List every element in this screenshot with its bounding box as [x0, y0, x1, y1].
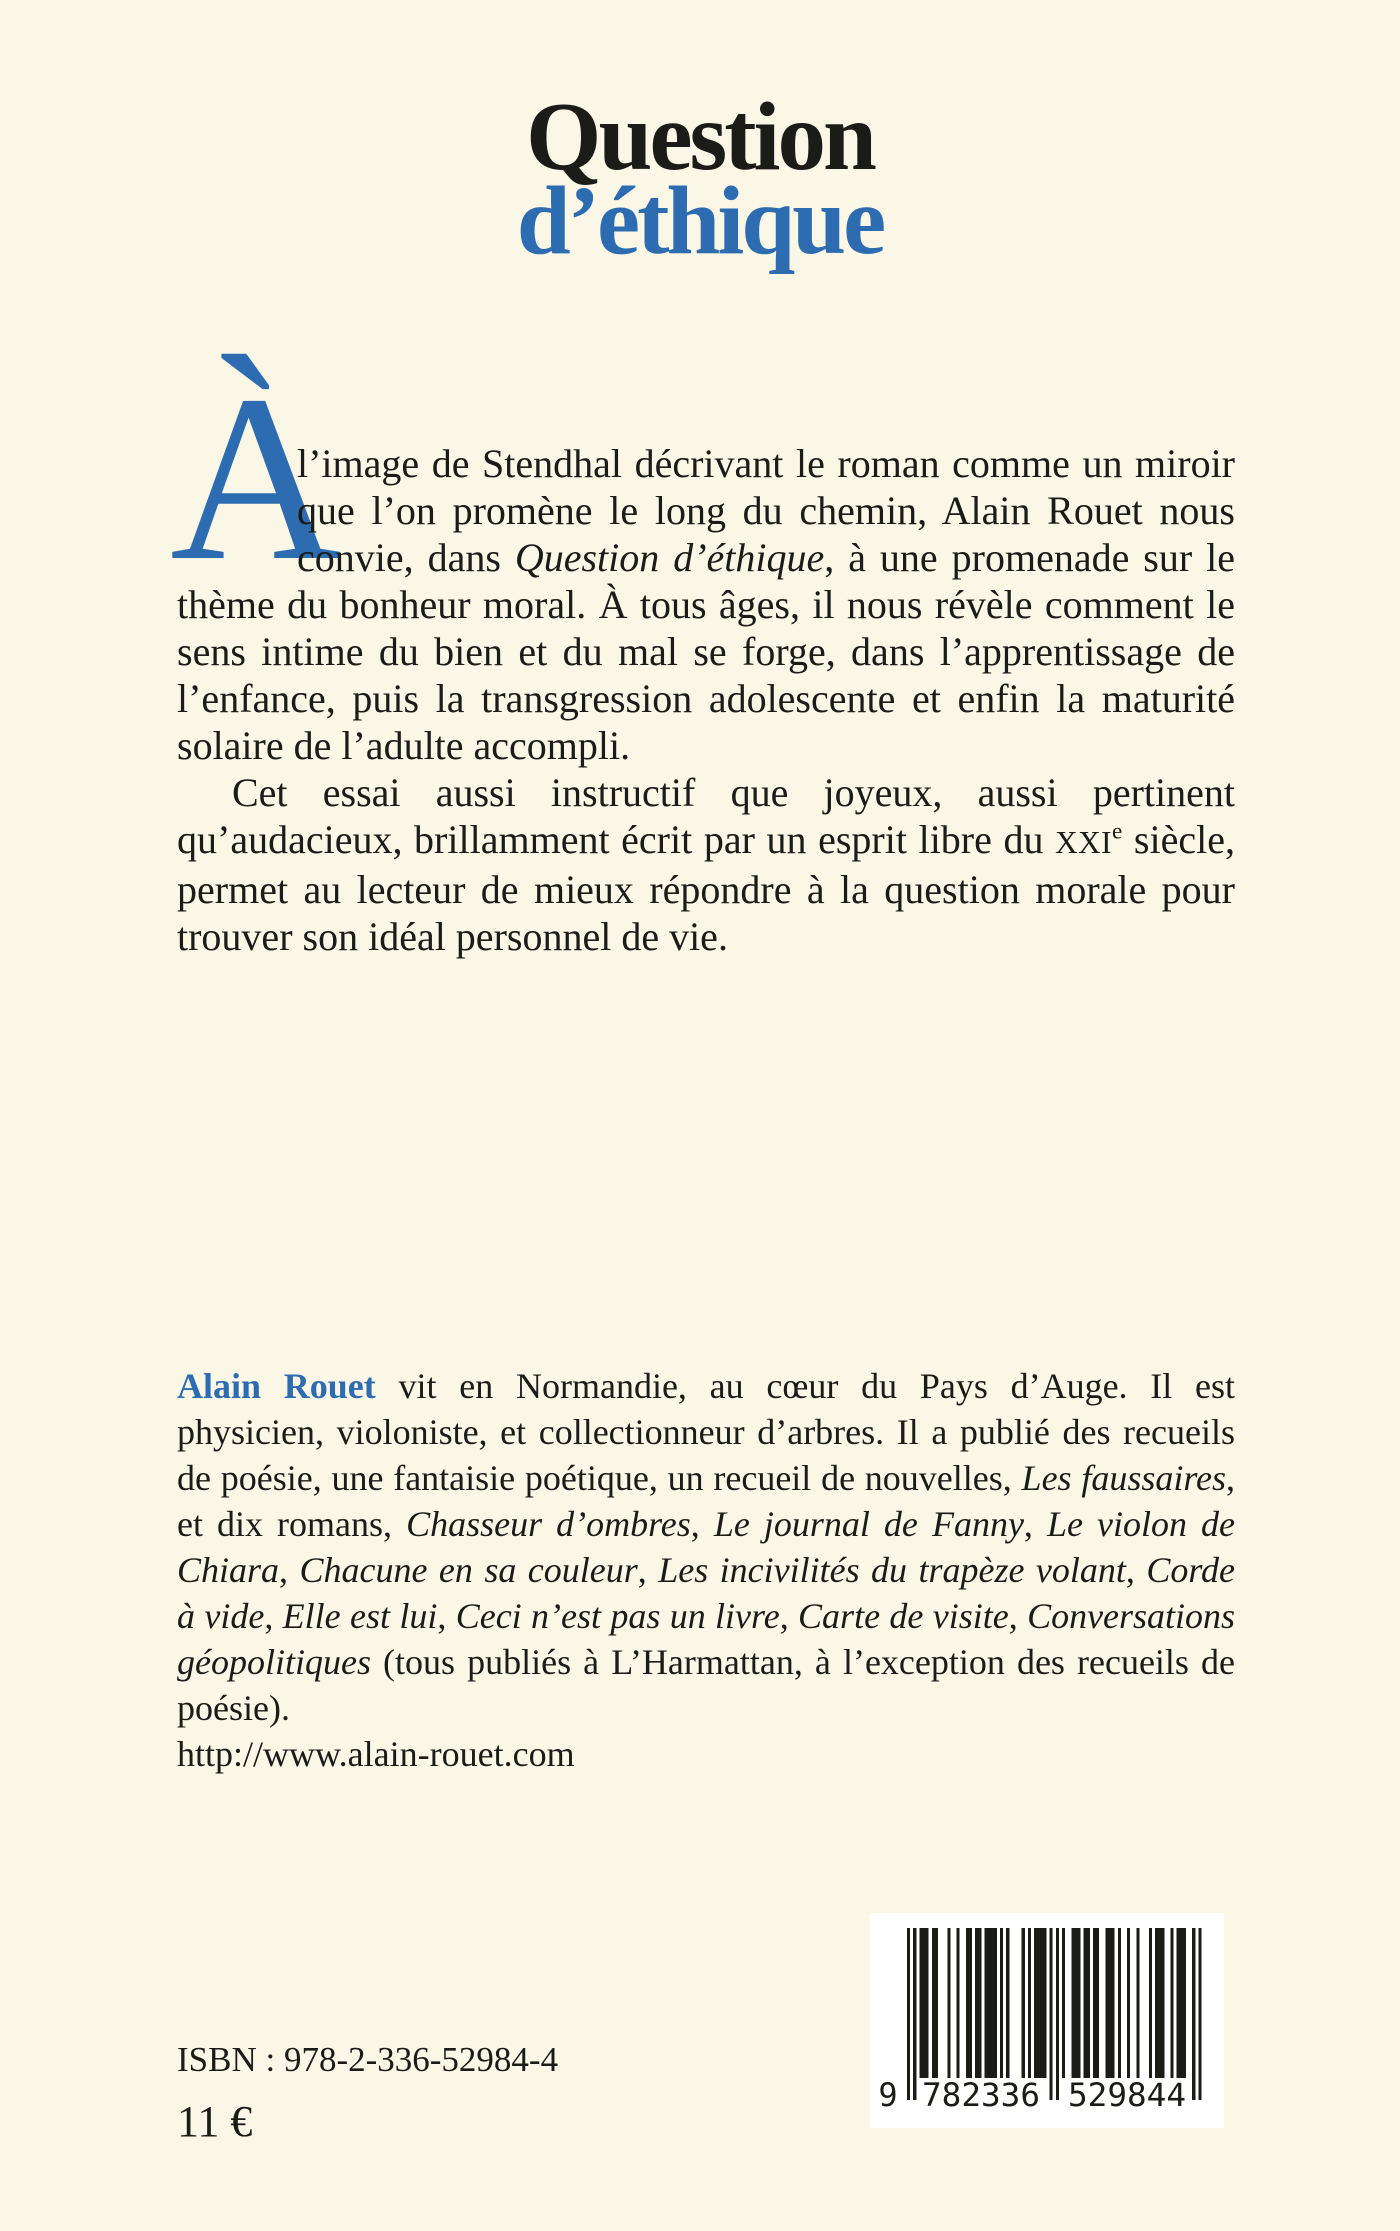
author-bio-block: [177, 1363, 1235, 1777]
svg-text:529844: 529844: [1068, 2076, 1186, 2114]
svg-text:782336: 782336: [922, 2076, 1040, 2114]
dropcap-letter: À: [170, 347, 342, 610]
synopsis-paragraph-2: Cet essai aussi instructif que joyeux, aussi pertinent qu’audacieux, brillamment écrit par un esprit libre du XXIe siècle, permet au lecteur de mieux répondre à la question morale pour trouver son idéal personnel de vie.: [177, 770, 1235, 959]
barcode: [870, 1913, 1224, 2128]
book-title-line2: d’éthique: [516, 167, 884, 274]
isbn-text: ISBN : 978-2-336-52984-4: [177, 2040, 559, 2079]
author-bio-text: Alain Rouet vit en Normandie, au cœur du Pays d’Auge. Il est physicien, violoniste, et collectionneur d’arbres. Il a publié des recueils de poésie, une fantaisie poétique, un recueil de nouvelles, Les faussaires, et dix romans, Chasseur d’ombres, Le journal de Fanny, Le violon de Chiara, Chacune en sa couleur, Les incivilités du trapèze volant, Corde à vide, Elle est lui, Ceci n’est pas un livre, Carte de visite, Conversations géopolitiques (tous publiés à L’Harmattan, à l’exception des recueils de poésie).: [177, 1366, 1236, 1728]
ean13-barcode-graphic: [870, 1913, 1224, 2128]
synopsis-paragraph-1: [177, 440, 1235, 769]
price-text: 11 €: [177, 2097, 253, 2146]
dropcap-spacer: [177, 440, 297, 581]
synopsis-block: [177, 440, 1235, 960]
book-title-line1: Question: [526, 83, 874, 190]
svg-text:9: 9: [878, 2076, 898, 2114]
synopsis-paragraph-1-text: l’image de Stendhal décrivant le roman comme un miroir que l’on promène le long du chemin, Alain Rouet nous convie, dans Question d’éthique, à une promenade sur le thème du bonheur moral. À tous âges, il nous révèle comment le sens intime du bien et du mal se forge, dans l’apprentissage de l’enfance, puis la transgression adolescente et enfin la maturité solaire de l’adulte accompli.: [177, 441, 1235, 768]
author-website-url: http://www.alain-rouet.com: [177, 1734, 575, 1774]
